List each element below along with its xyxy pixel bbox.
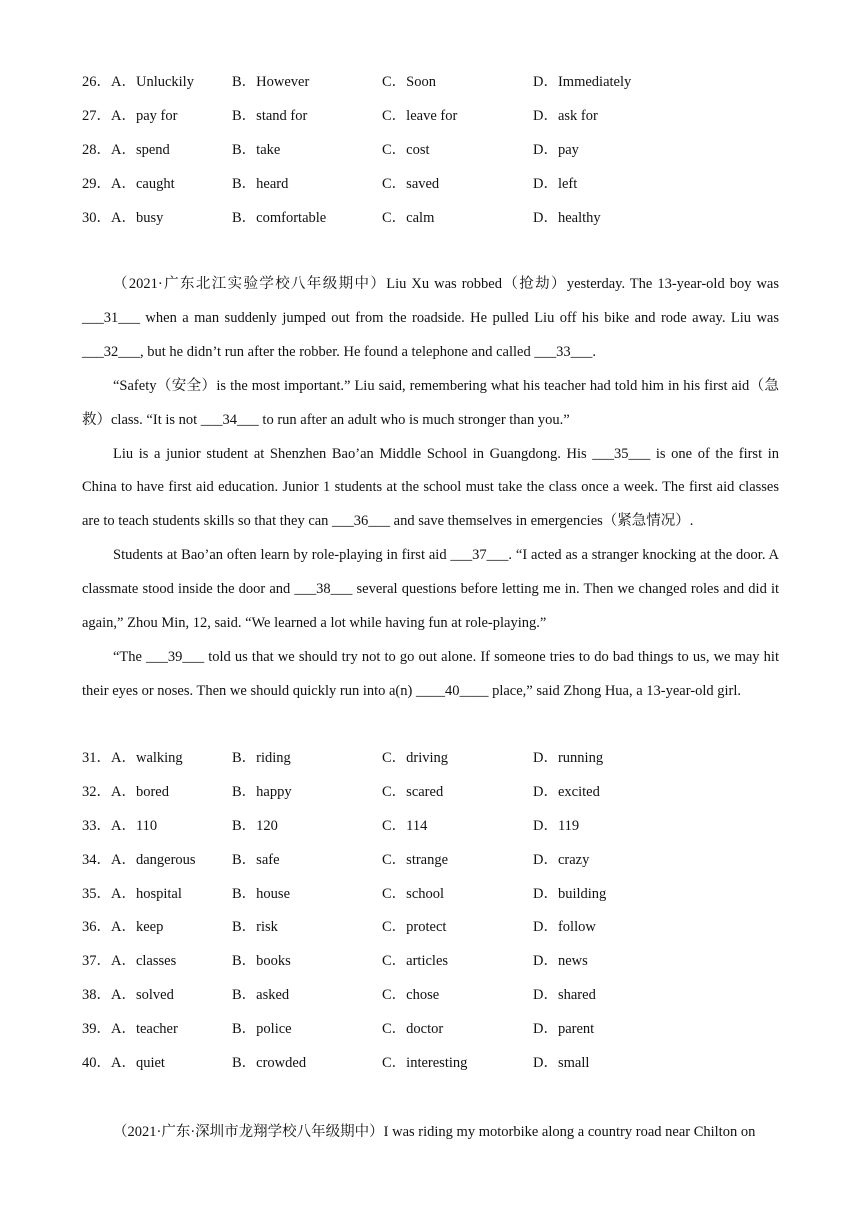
question-35 <box>82 884 782 918</box>
option-c: C．Soon <box>382 74 436 90</box>
option-d: D．parent <box>533 1021 595 1038</box>
option-a: 36．A．keep <box>82 919 164 936</box>
option-c: C．calm <box>382 209 435 226</box>
question-40 <box>82 1053 782 1087</box>
option-b: B．police <box>232 1021 292 1038</box>
option-b: B．asked <box>232 987 290 1004</box>
option-d: D．running <box>533 750 604 766</box>
passage-paragraph-3: Liu is a junior student at Shenzhen Bao’an Middle School in Guangdong. His ___35___ is one of the first in China to have first aid education. Junior 1 students at the school must take the class once a week. The first aid classes are to teach students skills so that they can ___36___ and save themselves in emergencies（紧急情况）. <box>82 445 779 530</box>
option-a: 27．A．pay for <box>82 107 178 124</box>
option-d: D．excited <box>533 783 600 800</box>
option-c: C．scared <box>382 783 444 800</box>
question-36 <box>82 917 782 951</box>
option-a: 33．A．110 <box>82 817 158 834</box>
option-c: C．driving <box>382 750 449 766</box>
question-27 <box>82 106 782 140</box>
option-c: C．114 <box>382 817 428 834</box>
options-26-30 <box>82 72 782 241</box>
option-c: C．articles <box>382 953 449 970</box>
option-a: 28．A．spend <box>82 141 170 158</box>
option-a: 39．A．teacher <box>82 1021 178 1038</box>
option-b: B．risk <box>232 919 278 936</box>
option-d: D．small <box>533 1055 590 1072</box>
option-d: D．119 <box>533 817 580 834</box>
option-c: C．leave for <box>382 107 458 124</box>
option-b: B．house <box>232 885 290 902</box>
question-29 <box>82 174 782 208</box>
option-c: C．protect <box>382 919 447 936</box>
option-b: B．crowded <box>232 1055 307 1072</box>
options-31-40 <box>82 748 782 1087</box>
option-a: 32．A．bored <box>82 783 169 800</box>
option-d: D．news <box>533 953 588 970</box>
passage-paragraph-4: Students at Bao’an often learn by role-playing in first aid ___37___. “I acted as a stranger knocking at the door. A classmate stood inside the door and ___38___ several questions before letting me in. Then we changed roles and did it again,” Zhou Min, 12, said. “We learned a lot while having fun at role-playing.” <box>82 547 779 632</box>
option-a: 37．A．classes <box>82 953 177 970</box>
passage-paragraph-1: （2021·广东北江实验学校八年级期中）Liu Xu was robbed（抢劫）yesterday. The 13-year-old boy was ___31___ when a man suddenly jumped out from the roadside. He pulled Liu off his bike and rode away. Liu was ___32___, but he didn’t run after the robber. He found a telephone and called ___33___. <box>82 276 779 360</box>
question-38 <box>82 985 782 1019</box>
option-c: C．cost <box>382 141 430 158</box>
option-b: B．comfortable <box>232 209 327 226</box>
question-33 <box>82 816 782 850</box>
option-a: 35．A．hospital <box>82 885 182 902</box>
option-c: C．school <box>382 885 445 902</box>
option-d: D．Immediately <box>533 74 632 90</box>
option-a: 38．A．solved <box>82 987 174 1004</box>
option-d: D．ask for <box>533 107 598 124</box>
question-31 <box>82 748 782 782</box>
question-34 <box>82 850 782 884</box>
passage-paragraph-2: “Safety（安全）is the most important.” Liu said, remembering what his teacher had told him in his first aid（急救）class. “It is not ___34___ to run after an adult who is much stronger than you.” <box>82 377 779 428</box>
option-b: B．books <box>232 953 291 970</box>
option-b: B．120 <box>232 817 278 834</box>
option-d: D．healthy <box>533 209 601 226</box>
option-b: B．stand for <box>232 107 308 124</box>
option-c: C．strange <box>382 851 449 868</box>
option-c: C．chose <box>382 987 440 1004</box>
option-d: D．left <box>533 175 578 192</box>
question-30 <box>82 208 782 242</box>
option-b: B．take <box>232 141 281 158</box>
option-c: C．saved <box>382 175 440 192</box>
passage-paragraph-5: “The ___39___ told us that we should try not to go out alone. If someone tries to do bad things to us, we may hit their eyes or noses. Then we should quickly run into a(n) ____40____ place,” said Zhong Hua, a 13-year-old girl. <box>82 648 779 699</box>
option-a: 29．A．caught <box>82 175 175 192</box>
option-a: 40．A．quiet <box>82 1055 165 1072</box>
option-d: D．crazy <box>533 851 590 868</box>
question-37 <box>82 951 782 985</box>
option-b: B．heard <box>232 175 289 192</box>
question-39 <box>82 1019 782 1053</box>
option-a: 26．A．Unluckily <box>82 74 194 90</box>
option-d: D．pay <box>533 141 579 158</box>
question-32 <box>82 782 782 816</box>
option-c: C．doctor <box>382 1021 444 1038</box>
question-28 <box>82 140 782 174</box>
option-b: B．riding <box>232 750 291 766</box>
option-b: B．However <box>232 74 310 90</box>
option-a: 34．A．dangerous <box>82 851 196 868</box>
option-d: D．follow <box>533 919 596 936</box>
option-c: C．interesting <box>382 1055 468 1072</box>
option-a: 31．A．walking <box>82 750 183 766</box>
next-passage-intro: （2021·广东·深圳市龙翔学校八年级期中）I was riding my motorbike along a country road near Chilton on <box>113 1124 756 1140</box>
question-26 <box>82 72 782 106</box>
option-b: B．happy <box>232 783 292 800</box>
option-d: D．building <box>533 885 607 902</box>
option-d: D．shared <box>533 987 596 1004</box>
option-b: B．safe <box>232 851 280 868</box>
option-a: 30．A．busy <box>82 209 164 226</box>
passage <box>82 268 779 709</box>
